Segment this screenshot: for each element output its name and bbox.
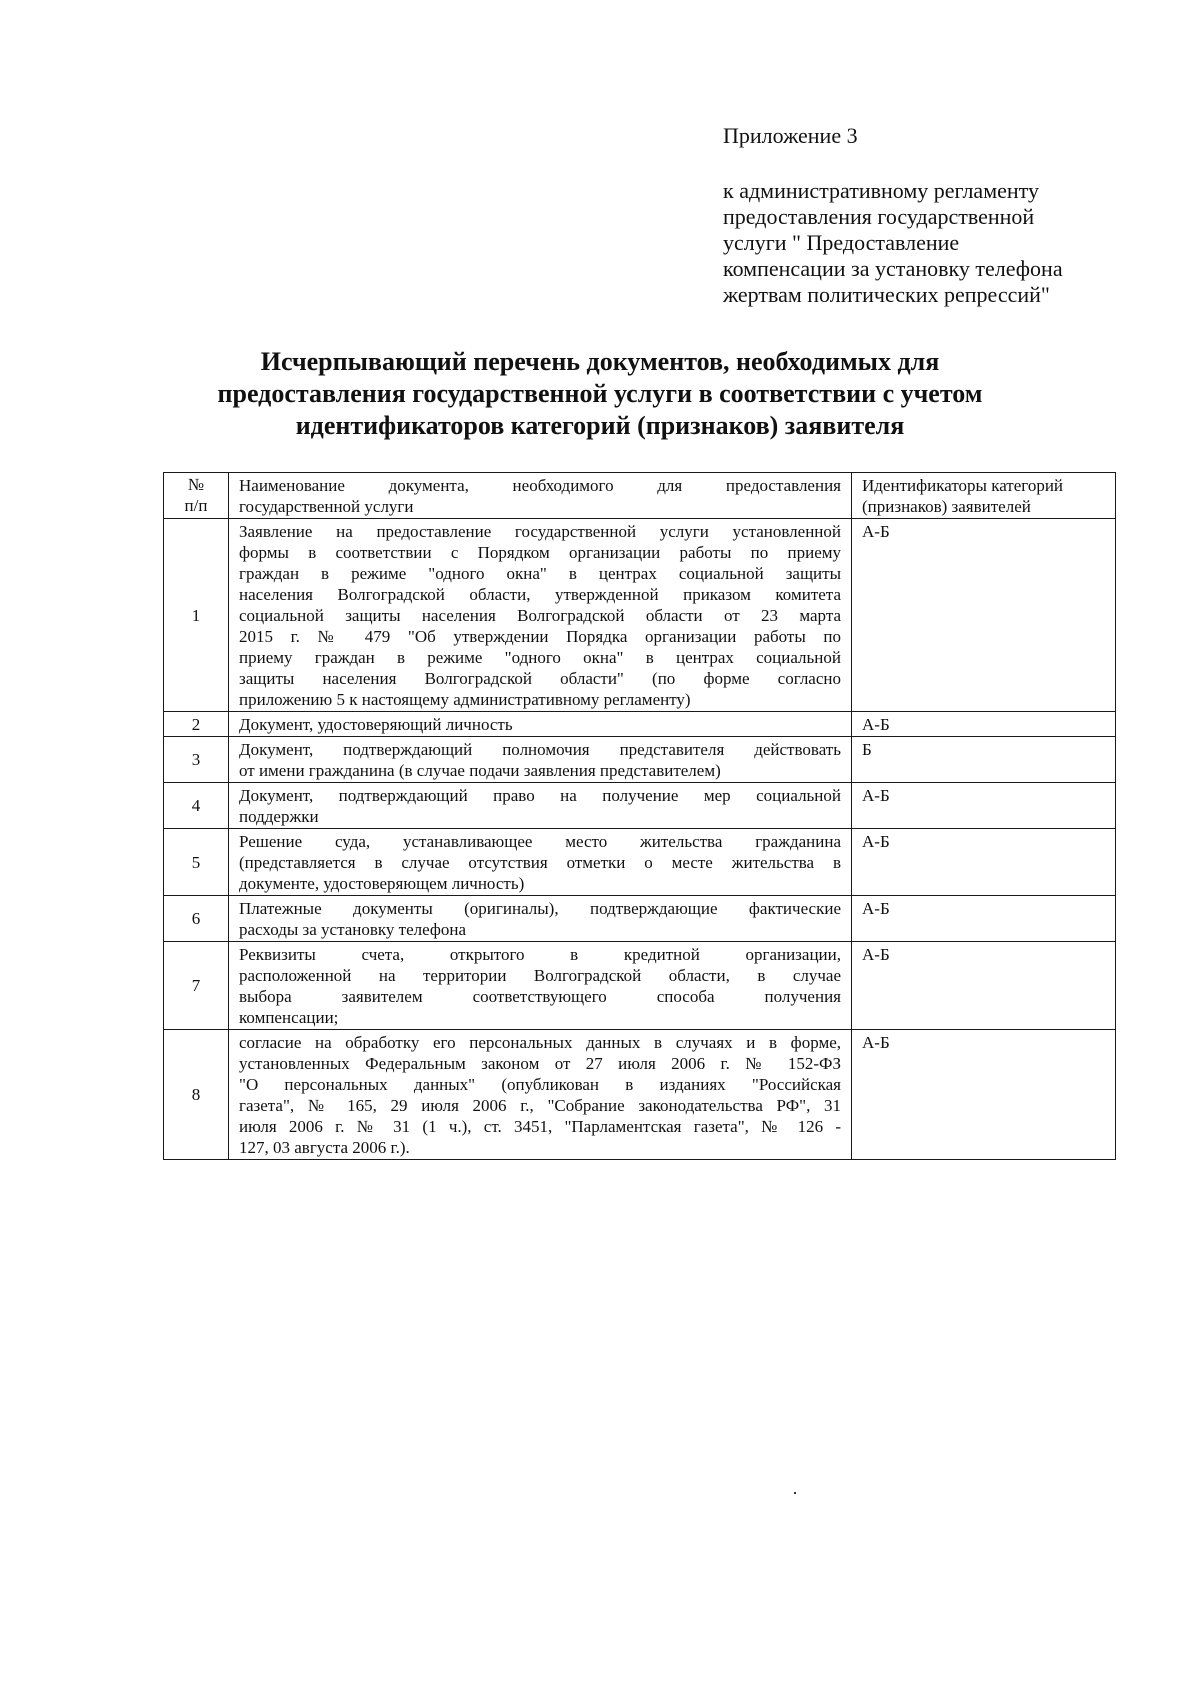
category-identifier-cell: А-Б <box>852 712 1116 737</box>
scan-speck <box>794 1492 796 1494</box>
document-name-cell <box>229 712 852 737</box>
row-number-cell: 2 <box>164 712 229 737</box>
document-name-line: (представляется в случае отсутствия отметки о месте жительства в <box>239 853 841 872</box>
header-number-line: п/п <box>184 496 208 515</box>
document-name-line: Заявление на предоставление государственной услуги установленной <box>239 522 841 541</box>
document-name-line: поддержки <box>239 807 319 826</box>
appendix-description <box>723 178 1123 308</box>
category-identifier-cell: А-Б <box>852 942 1116 1030</box>
document-name-line: компенсации; <box>239 1008 339 1027</box>
document-name-line: Платежные документы (оригиналы), подтверждающие фактические <box>239 899 841 918</box>
row-number-cell: 6 <box>164 896 229 942</box>
document-name-line: июля 2006 г. № 31 (1 ч.), ст. 3451, "Парламентская газета", № 126 - <box>239 1117 841 1136</box>
document-name-line: Документ, подтверждающий полномочия представителя действовать <box>239 740 841 759</box>
document-name-line: документе, удостоверяющем личность) <box>239 874 525 893</box>
table-row <box>164 712 1116 737</box>
appendix-line: к административному регламенту <box>723 178 1039 203</box>
document-name-line: формы в соответствии с Порядком организации работы по приему <box>239 543 841 562</box>
document-name-line: расходы за установку телефона <box>239 920 467 939</box>
document-name-line: от имени гражданина (в случае подачи заявления представителем) <box>239 761 721 780</box>
document-name-line: приему граждан в режиме "одного окна" в центрах социальной <box>239 648 841 667</box>
document-name-cell <box>229 519 852 712</box>
header-cell-document-name <box>229 473 852 519</box>
appendix-line: компенсации за установку телефона <box>723 256 1063 281</box>
table-row <box>164 829 1116 896</box>
header-id-line: Идентификаторы категорий <box>862 476 1064 495</box>
category-identifier-cell: А-Б <box>852 519 1116 712</box>
document-name-line: согласие на обработку его персональных данных в случаях и в форме, <box>239 1033 841 1052</box>
row-number-cell: 1 <box>164 519 229 712</box>
document-name-line: Документ, подтверждающий право на получение мер социальной <box>239 786 841 805</box>
document-name-line: выбора заявителем соответствующего способа получения <box>239 987 841 1006</box>
header-cell-identifiers <box>852 473 1116 519</box>
document-name-line: "О персональных данных" (опубликован в изданиях "Российская <box>239 1075 841 1094</box>
table-row <box>164 783 1116 829</box>
appendix-number: Приложение 3 <box>723 123 858 148</box>
row-number-cell: 3 <box>164 737 229 783</box>
row-number-cell: 4 <box>164 783 229 829</box>
title-line: Исчерпывающий перечень документов, необходимых для <box>260 347 940 376</box>
document-name-line: Реквизиты счета, открытого в кредитной организации, <box>239 945 841 964</box>
document-name-cell <box>229 1030 852 1160</box>
appendix-line: предоставления государственной <box>723 204 1035 229</box>
row-number-cell: 8 <box>164 1030 229 1160</box>
title-line: предоставления государственной услуги в соответствии с учетом <box>217 379 983 408</box>
document-name-line: Решение суда, устанавливающее место жительства гражданина <box>239 832 841 851</box>
document-name-line: приложению 5 к настоящему административному регламенту) <box>239 690 691 709</box>
document-name-line: социальной защиты населения Волгоградской области от 23 марта <box>239 606 841 625</box>
table-header-row <box>164 473 1116 519</box>
document-name-line: газета", № 165, 29 июля 2006 г., "Собрание законодательства РФ", 31 <box>239 1096 841 1115</box>
document-name-line: граждан в режиме "одного окна" в центрах социальной защиты <box>239 564 841 583</box>
table-row <box>164 519 1116 712</box>
table-row <box>164 1030 1116 1160</box>
category-identifier-cell: А-Б <box>852 896 1116 942</box>
category-identifier-cell: Б <box>852 737 1116 783</box>
document-name-line: населения Волгоградской области, утвержденной приказом комитета <box>239 585 841 604</box>
category-identifier-cell: А-Б <box>852 829 1116 896</box>
document-name-cell <box>229 829 852 896</box>
document-name-line: установленных Федеральным законом от 27 июля 2006 г. № 152-ФЗ <box>239 1054 841 1073</box>
header-name-line: государственной услуги <box>239 497 414 516</box>
title-line: идентификаторов категорий (признаков) заявителя <box>295 411 905 440</box>
table-row <box>164 896 1116 942</box>
document-name-cell <box>229 737 852 783</box>
document-name-cell <box>229 896 852 942</box>
row-number-cell: 5 <box>164 829 229 896</box>
document-name-line: 127, 03 августа 2006 г.). <box>239 1138 410 1157</box>
header-cell-number <box>164 473 229 519</box>
table-row <box>164 737 1116 783</box>
document-name-cell <box>229 783 852 829</box>
appendix-line: услуги " Предоставление <box>723 230 960 255</box>
row-number-cell: 7 <box>164 942 229 1030</box>
header-number-line: № <box>187 475 205 494</box>
documents-table <box>163 472 1116 1160</box>
header-name-line: Наименование документа, необходимого для предоставления <box>239 476 841 495</box>
document-name-line: защиты населения Волгоградской области" (по форме согласно <box>239 669 841 688</box>
document-name-cell <box>229 942 852 1030</box>
document-name-line: 2015 г. № 479 "Об утверждении Порядка организации работы по <box>239 627 841 646</box>
category-identifier-cell: А-Б <box>852 783 1116 829</box>
appendix-line: жертвам политических репрессий" <box>723 282 1050 307</box>
header-id-line: (признаков) заявителей <box>862 497 1031 516</box>
document-name-line: Документ, удостоверяющий личность <box>239 715 513 734</box>
document-name-line: расположенной на территории Волгоградской области, в случае <box>239 966 841 985</box>
document-title <box>150 346 1050 442</box>
table-row <box>164 942 1116 1030</box>
category-identifier-cell: А-Б <box>852 1030 1116 1160</box>
